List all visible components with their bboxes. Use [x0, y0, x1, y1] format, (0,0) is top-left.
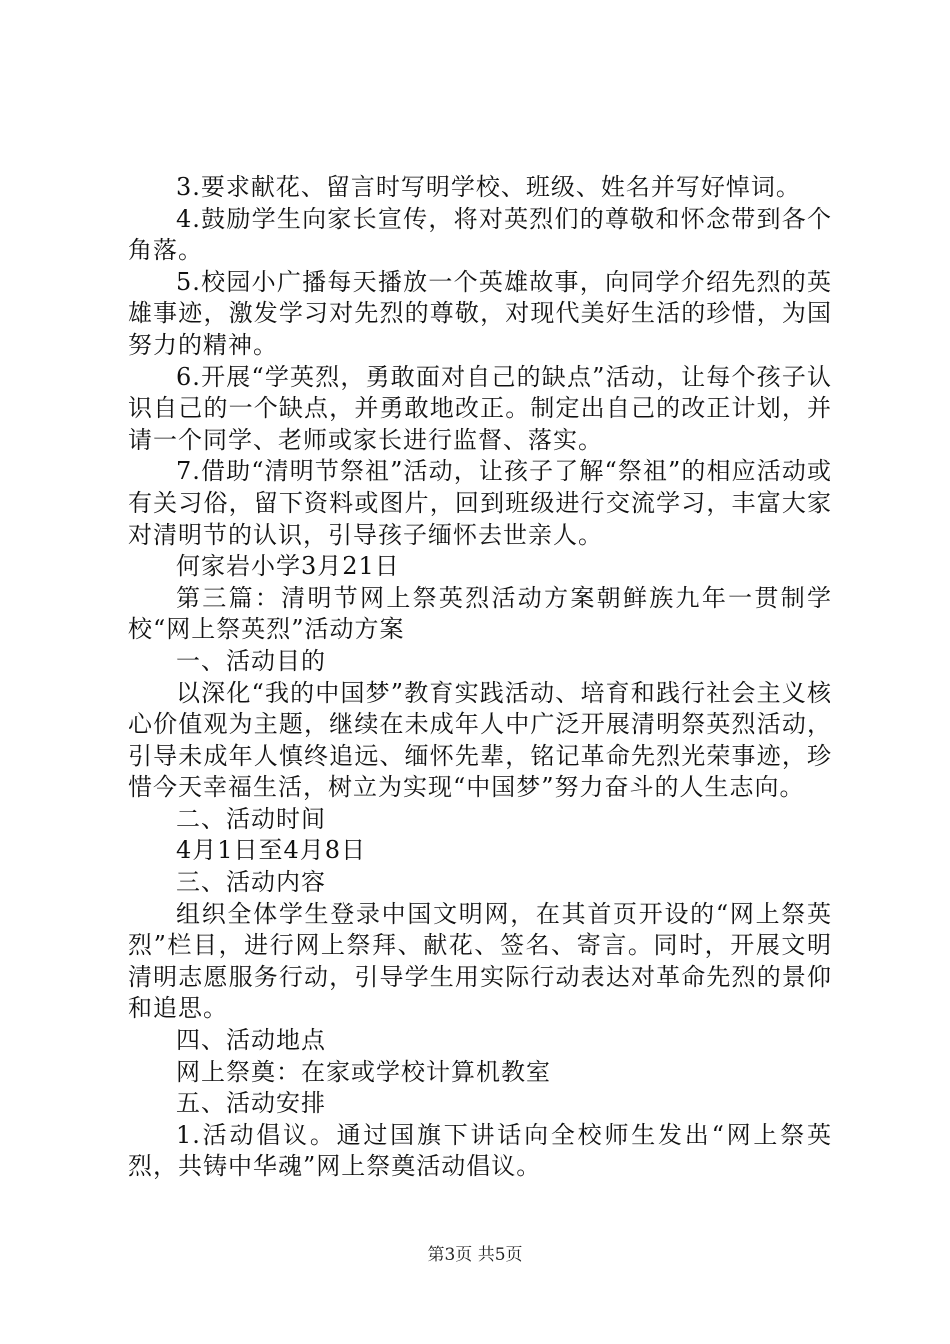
heading-arrangement: 五、活动安排 — [176, 1089, 326, 1118]
paragraph-item-5: 5.校园小广播每天播放一个英雄故事，向同学介绍先烈的英雄事迹，激发学习对先烈的尊敬，对现代美好生活的珍惜，为国努力的精神。 — [128, 267, 832, 359]
paragraph-content: 组织全体学生登录中国文明网，在其首页开设的“网上祭英烈”栏目，进行网上祭拜、献花、签名、寄言。同时，开展文明清明志愿服务行动，引导学生用实际行动表达对革命先烈的景仰和追思。 — [128, 899, 832, 1023]
paragraph-arrangement-1: 1.活动倡议。通过国旗下讲话向全校师生发出“网上祭英烈，共铸中华魂”网上祭奠活动倡议。 — [128, 1120, 832, 1181]
heading-purpose: 一、活动目的 — [176, 646, 326, 675]
signature-line: 何家岩小学3月21日 — [176, 552, 400, 581]
paragraph-purpose: 以深化“我的中国梦”教育实践活动、培育和践行社会主义核心价值观为主题，继续在未成年人中广泛开展清明祭英烈活动，引导未成年人慎终追远、缅怀先辈，铭记革命先烈光荣事迹，珍惜今天幸福生活，树立为实现“中国梦”努力奋斗的人生志向。 — [128, 678, 832, 802]
section-title: 第三篇：清明节网上祭英烈活动方案朝鲜族九年一贯制学校“网上祭英烈”活动方案 — [128, 583, 832, 644]
heading-location: 四、活动地点 — [176, 1026, 326, 1055]
paragraph-time: 4月1日至4月8日 — [176, 836, 367, 865]
paragraph-item-7: 7.借助“清明节祭祖”活动，让孩子了解“祭祖”的相应活动或有关习俗，留下资料或图片，回到班级进行交流学习，丰富大家对清明节的认识，引导孩子缅怀去世亲人。 — [128, 457, 832, 549]
paragraph-location: 网上祭奠：在家或学校计算机教室 — [176, 1057, 551, 1086]
page-footer: 第3页 共5页 — [427, 1245, 523, 1265]
paragraph-item-3: 3.要求献花、留言时写明学校、班级、姓名并写好悼词。 — [176, 173, 801, 201]
heading-time: 二、活动时间 — [176, 804, 326, 833]
heading-content: 三、活动内容 — [176, 868, 326, 897]
paragraph-item-4: 4.鼓励学生向家长宣传，将对英烈们的尊敬和怀念带到各个角落。 — [128, 204, 832, 265]
paragraph-item-6: 6.开展“学英烈，勇敢面对自己的缺点”活动，让每个孩子认识自己的一个缺点，并勇敢地改正。制定出自己的改正计划，并请一个同学、老师或家长进行监督、落实。 — [128, 362, 832, 454]
document-body — [128, 172, 832, 1183]
